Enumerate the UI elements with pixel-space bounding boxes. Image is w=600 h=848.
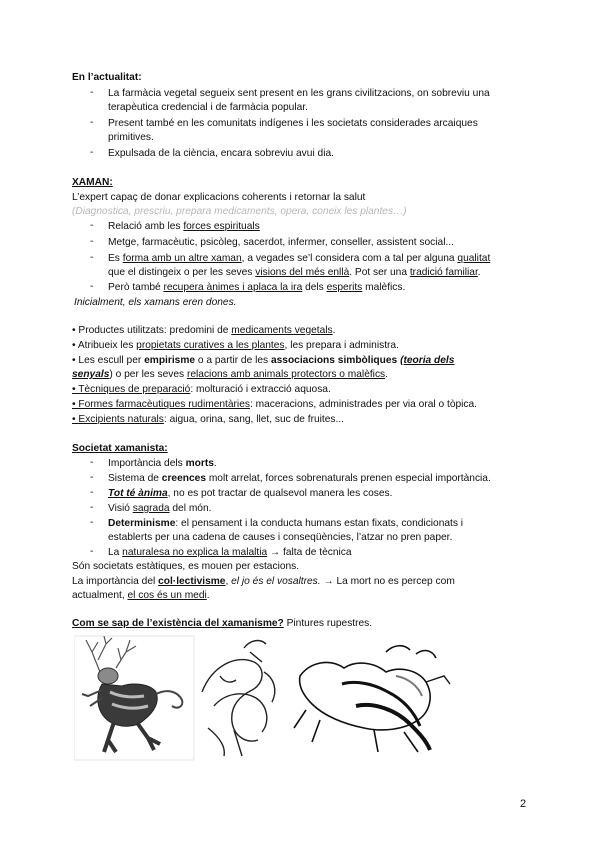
paragraph-cont: actualment, el cos és un medi. (72, 590, 210, 601)
bullet-item: • Tècniques de preparació: molturació i extracció aquosa. (72, 384, 331, 395)
list-item: La farmàcia vegetal segueix sent present en les grans civilitzacions, on sobreviu una (108, 88, 490, 99)
cave-paintings (74, 632, 454, 764)
bison-drawing (294, 646, 450, 752)
page-number: 2 (520, 798, 527, 810)
section-heading-societat: Societat xamanista: (72, 443, 168, 454)
list-item-cont: terapèutica credencial i de farmàcia popular. (108, 102, 308, 113)
list-item: Tot té ànima, no es pot tractar de qualsevol manera les coses. (108, 488, 393, 499)
bullet-item: • Les escull per empirisme o a partir de les associacions simbòliques (teoria dels (72, 355, 455, 366)
bullet-item: • Productes utilitzats: predomini de medicaments vegetals. (72, 325, 336, 336)
list-item: Visió sagrada del món. (108, 503, 212, 514)
xaman-definition: L’expert capaç de donar explicacions coherents i retornar la salut (72, 192, 366, 203)
xaman-gray-note: (Diagnostica, prescriu, prepara medicaments, opera, coneix les plantes…) (72, 206, 407, 217)
list-item: Expulsada de la ciència, encara sobreviu avui dia. (108, 148, 334, 159)
xaman-italic-note: Inicialment, els xamans eren dones. (74, 297, 237, 308)
list-item-cont: que el distingeix o per les seves visions del més enllà. Pot ser una tradició familiar. (108, 267, 481, 278)
document-page: En l’actualitat: - La farmàcia vegetal segueix sent present en les grans civilitzacions, on sobreviu una terapèutica credencial i de farmàcia popular. - Present també en les comunitats indígenes i les societats considerades arcaiques primitives. - Expulsada de la ciència, encara sobreviu avui dia. XAMAN: L’expert capaç de donar explicacions coherents i retornar la salut (Diagnostica, prescriu, prepara medicaments, opera, coneix les plantes…) - Relació amb les forces espirituals - Metge, farmacèutic, psicòleg, sacerdot, infermer, conseller, assistent social... - Es forma amb un altre xaman, a vegades se’l considera com a tal per alguna qualitat que el distingeix o per les seves visions del més enllà. Pot ser una tradició familiar. - Però també recupera ànimes i aplaca la ira dels esperits malèfics. Inicialment, els xamans eren dones. • Productes utilitzats: predomini de medicaments vegetals. • Atribueix les propietats curatives a les plantes, les prepara i administra. • Les escull per empirisme o a partir de les associacions simbòliques (teoria dels senyals) o per les seves relacions amb animals protectors o malèfics. • Tècniques de preparació: molturació i extracció aquosa. • Formes farmacèutiques rudimentàries: maceracions, administrades per via oral o tòpica. • Excipients naturals: aigua, orina, sang, llet, suc de fruites... Societat xamanista: - Importància dels morts. - Sistema de creences molt arrelat, forces sobrenaturals prenen especial importància. - Tot té ànima, no es pot tractar de qualsevol manera les coses. - Visió sagrada del món. - Determinisme: el pensament i la conducta humans estan fixats, condicionats i establerts per una cadena de causes i conseqüències, l’atzar no pren paper. - La naturalesa no explica la malaltia → falta de tècnica Són societats estàtiques, es mouen per estacions. La importància del col·lectivisme, el jo és el vosaltres. → La mort no es percep com actualment, el cos és un medi. Com se sap de l’existència del xamanisme? Pintures rupestres. 2 (72, 72, 527, 810)
question-line: Com se sap de l’existència del xamanisme? Pintures rupestres. (72, 618, 373, 629)
sorcerer-drawing (74, 636, 194, 760)
list-item: Es forma amb un altre xaman, a vegades se’l considera com a tal per alguna qualitat (108, 253, 491, 264)
list-item-cont: primitives. (108, 132, 154, 143)
list-item: Però també recupera ànimes i aplaca la ira dels esperits malèfics. (108, 282, 406, 293)
bullet-item-cont: senyals) o per les seves relacions amb animals protectors o malèfics. (72, 369, 388, 380)
figure-line-drawing (202, 641, 275, 756)
list-item: La naturalesa no explica la malaltia → falta de tècnica (108, 547, 352, 558)
list-item-cont: establerts per una cadena de causes i conseqüències, l’atzar no pren paper. (108, 532, 453, 543)
paragraph: Són societats estàtiques, es mouen per estacions. (72, 561, 300, 572)
bullet-item: • Formes farmacèutiques rudimentàries: maceracions, administrades per via oral o tòpica. (72, 399, 478, 410)
list-item: Importància dels morts. (108, 458, 217, 469)
list-item: Relació amb les forces espirituals (108, 221, 260, 232)
section-heading-actualitat: En l’actualitat: (72, 72, 142, 83)
bullet-item: • Atribueix les propietats curatives a les plantes, les prepara i administra. (72, 340, 399, 351)
section-heading-xaman: XAMAN: (72, 177, 113, 188)
list-item: Determinisme: el pensament i la conducta humans estan fixats, condicionats i (108, 518, 464, 529)
list-item: Present també en les comunitats indígenes i les societats considerades arcaiques (108, 118, 478, 129)
list-item: Sistema de creences molt arrelat, forces sobrenaturals prenen especial importància. (108, 473, 491, 484)
paragraph: La importància del col·lectivisme, el jo és el vosaltres. → La mort no es percep com (72, 576, 455, 587)
list-item: Metge, farmacèutic, psicòleg, sacerdot, infermer, conseller, assistent social... (108, 237, 454, 248)
bullet-item: • Excipients naturals: aigua, orina, sang, llet, suc de fruites... (72, 414, 344, 425)
